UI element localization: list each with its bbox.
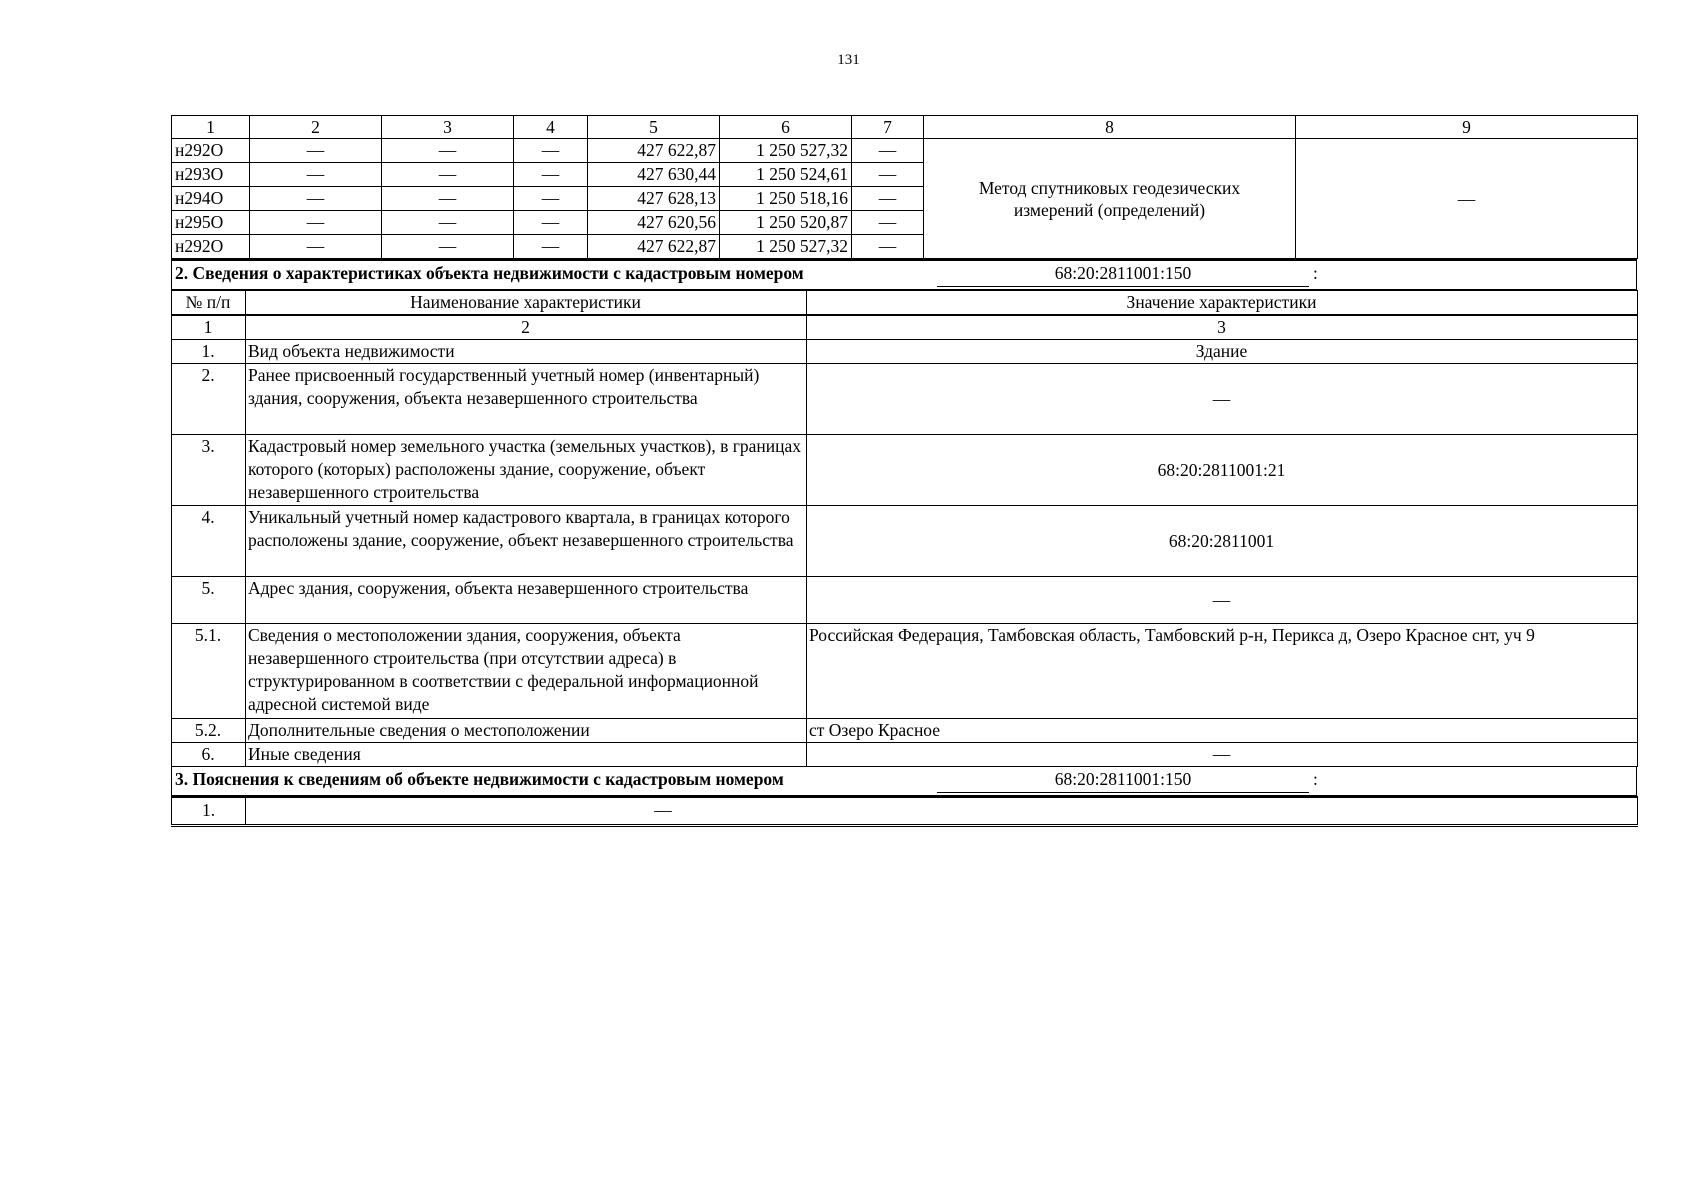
table-row (172, 743, 1638, 767)
colon: : (1313, 263, 1318, 283)
table-cell: — (250, 139, 382, 163)
column-number: 7 (852, 116, 924, 139)
table-cell: — (514, 211, 588, 235)
column-number: 2 (250, 116, 382, 139)
colon: : (1313, 769, 1318, 789)
table-cell: — (250, 187, 382, 211)
table-row (172, 364, 1638, 435)
page-number: 131 (837, 52, 860, 68)
row-number: 5.1. (172, 624, 246, 719)
characteristic-value: — (807, 364, 1638, 435)
section-3-heading (171, 767, 1637, 796)
point-name: н292О (172, 139, 250, 163)
characteristic-name: Сведения о местоположении здания, сооружения, объекта незавершенного строительства (при отсутствии адреса) в структурированном в соответствии с федеральной информационной адресной системой виде (246, 624, 807, 719)
coordinate-x: 427 620,56 (588, 211, 720, 235)
column-number: 9 (1296, 116, 1638, 139)
column-number: 1 (172, 315, 246, 340)
section-2-heading (171, 259, 1637, 290)
table-row (172, 506, 1638, 577)
table-cell: — (852, 139, 924, 163)
coordinate-y: 1 250 527,32 (720, 139, 852, 163)
cadastral-number: 68:20:2811001:150 (937, 263, 1309, 287)
cadastral-number: 68:20:2811001:150 (937, 769, 1309, 793)
characteristic-value: 68:20:2811001:21 (807, 435, 1638, 506)
table-cell: — (852, 163, 924, 187)
method-cell: Метод спутниковых геодезических измерений (определений) (924, 139, 1296, 259)
coordinate-x: 427 628,13 (588, 187, 720, 211)
table-row (172, 577, 1638, 624)
table-cell: — (514, 139, 588, 163)
coordinate-x: 427 622,87 (588, 139, 720, 163)
characteristic-name: Уникальный учетный номер кадастрового квартала, в границах которого расположены здание, сооружение, объект незавершенного строительства (246, 506, 807, 577)
cadastral-document (171, 115, 1637, 827)
row-number: 3. (172, 435, 246, 506)
table-row (172, 435, 1638, 506)
table-row (172, 797, 1638, 825)
column-number: 5 (588, 116, 720, 139)
characteristic-name: Вид объекта недвижимости (246, 340, 807, 364)
table-cell: — (382, 187, 514, 211)
coordinate-y: 1 250 520,87 (720, 211, 852, 235)
section-title: 2. Сведения о характеристиках объекта недвижимости с кадастровым номером (175, 263, 804, 283)
header-cell: Наименование характеристики (246, 291, 807, 316)
table-row (172, 340, 1638, 364)
coordinate-y: 1 250 518,16 (720, 187, 852, 211)
column-number: 1 (172, 116, 250, 139)
characteristic-value: Здание (807, 340, 1638, 364)
column-number: 3 (382, 116, 514, 139)
characteristic-name: Кадастровый номер земельного участка (земельных участков), в границах которого (которых) расположены здание, сооружение, объект незавершенного строительства (246, 435, 807, 506)
table-cell: — (1296, 139, 1638, 259)
characteristic-value: — (807, 743, 1638, 767)
row-number: 6. (172, 743, 246, 767)
coordinates-header-row (172, 116, 1638, 139)
section-title: 3. Пояснения к сведениям об объекте недвижимости с кадастровым номером (175, 769, 784, 789)
row-number: 1. (172, 797, 246, 825)
characteristics-table (171, 290, 1638, 767)
table-cell: — (382, 211, 514, 235)
header-cell: Значение характеристики (807, 291, 1638, 316)
point-name: н292О (172, 235, 250, 259)
column-number: 4 (514, 116, 588, 139)
characteristics-header-row (172, 291, 1638, 316)
row-number: 5.2. (172, 719, 246, 743)
characteristic-value: — (807, 577, 1638, 624)
table-cell: — (514, 163, 588, 187)
header-cell: № п/п (172, 291, 246, 316)
characteristic-value: ст Озеро Красное (807, 719, 1638, 743)
characteristic-name: Иные сведения (246, 743, 807, 767)
point-name: н293О (172, 163, 250, 187)
characteristic-name: Ранее присвоенный государственный учетный номер (инвентарный) здания, сооружения, объекта незавершенного строительства (246, 364, 807, 435)
table-row (172, 139, 1638, 163)
table-cell: — (852, 211, 924, 235)
table-cell: — (382, 163, 514, 187)
table-cell: — (382, 139, 514, 163)
row-number: 1. (172, 340, 246, 364)
column-number: 3 (807, 315, 1638, 340)
column-number: 8 (924, 116, 1296, 139)
table-cell: — (514, 235, 588, 259)
point-name: н294О (172, 187, 250, 211)
row-number: 5. (172, 577, 246, 624)
table-cell: — (852, 235, 924, 259)
coordinates-table (171, 115, 1638, 259)
characteristic-name: Адрес здания, сооружения, объекта незавершенного строительства (246, 577, 807, 624)
table-cell: — (382, 235, 514, 259)
characteristic-value: 68:20:2811001 (807, 506, 1638, 577)
row-number: 4. (172, 506, 246, 577)
characteristic-name: Дополнительные сведения о местоположении (246, 719, 807, 743)
column-number: 6 (720, 116, 852, 139)
row-number: 2. (172, 364, 246, 435)
table-cell: — (514, 187, 588, 211)
coordinate-y: 1 250 527,32 (720, 235, 852, 259)
point-name: н295О (172, 211, 250, 235)
characteristic-value: Российская Федерация, Тамбовская область, Тамбовский р-н, Перикса д, Озеро Красное снт, уч 9 (807, 624, 1638, 719)
table-cell: — (250, 163, 382, 187)
table-cell: — (250, 235, 382, 259)
table-cell: — (852, 187, 924, 211)
table-row (172, 719, 1638, 743)
explanation-value: — (246, 797, 1638, 825)
column-number: 2 (246, 315, 807, 340)
coordinate-x: 427 622,87 (588, 235, 720, 259)
column-numbers-row (172, 315, 1638, 340)
coordinate-y: 1 250 524,61 (720, 163, 852, 187)
coordinate-x: 427 630,44 (588, 163, 720, 187)
table-cell: — (250, 211, 382, 235)
table-row (172, 624, 1638, 719)
explanations-table (171, 796, 1638, 827)
